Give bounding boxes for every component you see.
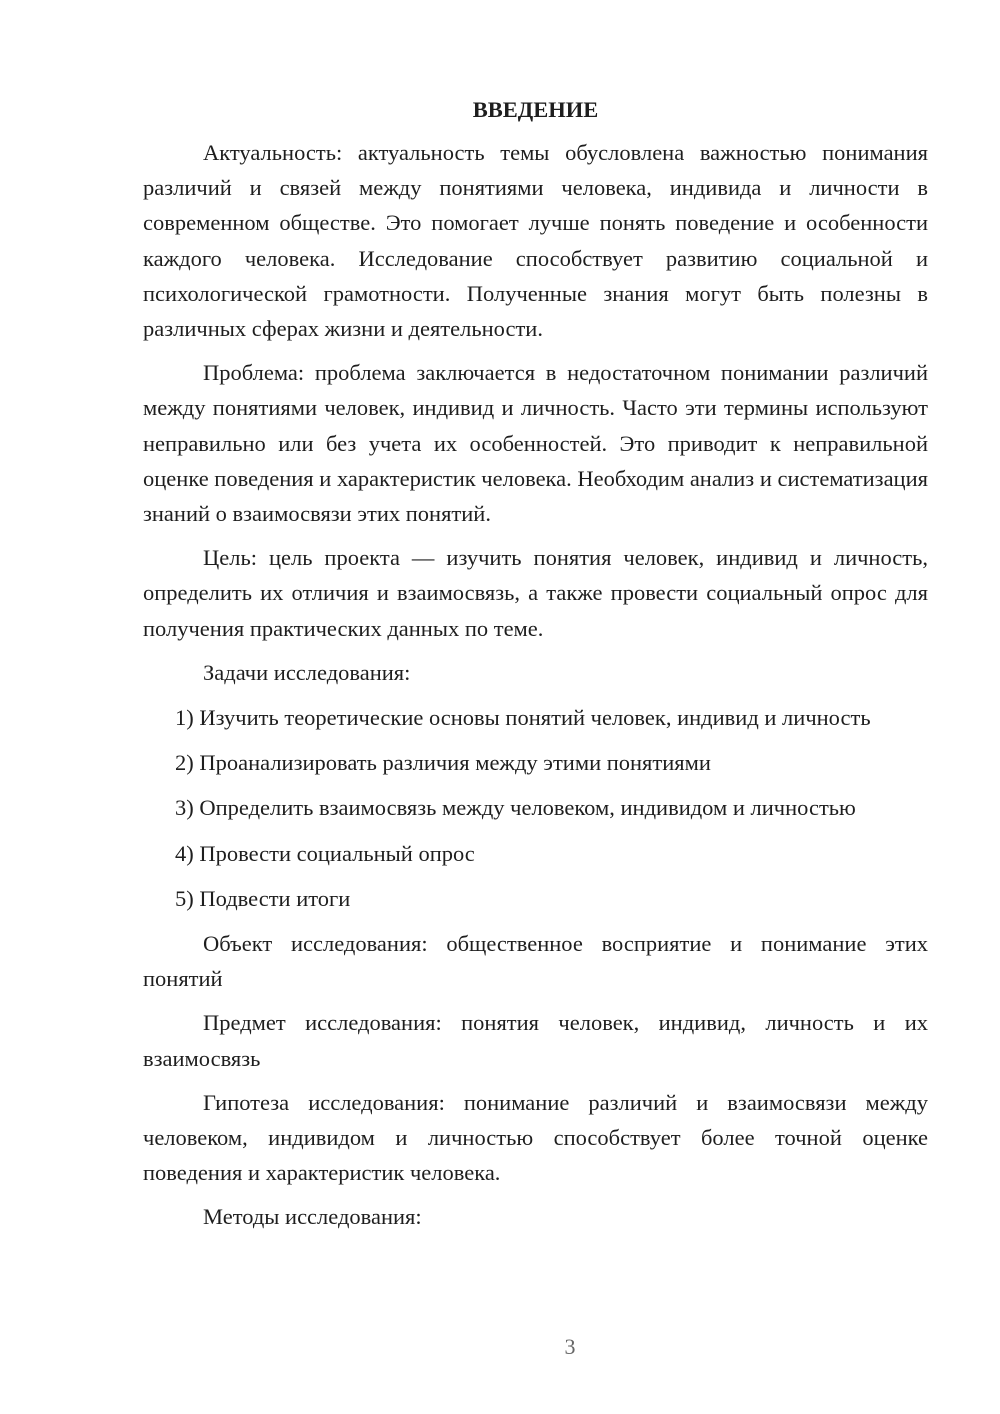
task-item: 1) Изучить теоретические основы понятий человек, индивид и личность <box>175 705 871 731</box>
document-page <box>143 95 928 1245</box>
task-item: 5) Подвести итоги <box>175 885 351 911</box>
tasks-list <box>143 700 928 916</box>
section-title: ВВЕДЕНИЕ <box>472 97 599 122</box>
task-item: 2) Проанализировать различия между этими понятиями <box>175 750 711 776</box>
hypothesis-paragraph: Гипотеза исследования: понимание различий и взаимосвязи между человеком, индивидом и личностью способствует более точной оценке поведения и характеристик человека. <box>143 1089 928 1186</box>
goal-paragraph: Цель: цель проекта — изучить понятия человек, индивид и личность, определить их отличия и взаимосвязь, а также провести социальный опрос для получения практических данных по теме. <box>143 545 928 641</box>
problem-paragraph: Проблема: проблема заключается в недостаточном понимании различий между понятиями человек, индивид и личность. Часто эти термины используют неправильно или без учета их особенностей. Это приводит к неправильной оценке поведения и характеристик человека. Необходим анализ и систематизация знаний о взаимосвязи этих понятий. <box>143 360 928 527</box>
page-number: 3 <box>564 1334 576 1359</box>
object-paragraph: Объект исследования: общественное восприятие и понимание этих понятий <box>143 931 928 992</box>
task-item: 3) Определить взаимосвязь между человеком, индивидом и личностью <box>175 795 856 821</box>
task-item: 4) Провести социальный опрос <box>175 840 475 866</box>
subject-paragraph: Предмет исследования: понятия человек, индивид, личность и их взаимосвязь <box>143 1010 928 1071</box>
methods-heading: Методы исследования: <box>203 1204 422 1230</box>
tasks-heading: Задачи исследования: <box>203 659 411 685</box>
relevance-paragraph: Актуальность: актуальность темы обусловлена важностью понимания различий и связей между понятиями человека, индивида и личности в современном обществе. Это помогает лучше понять поведение и особенности каждого человека. Исследование способствует развитию социальной и психологической грамотности. Полученные знания могут быть полезны в различных сферах жизни и деятельности. <box>143 140 928 342</box>
